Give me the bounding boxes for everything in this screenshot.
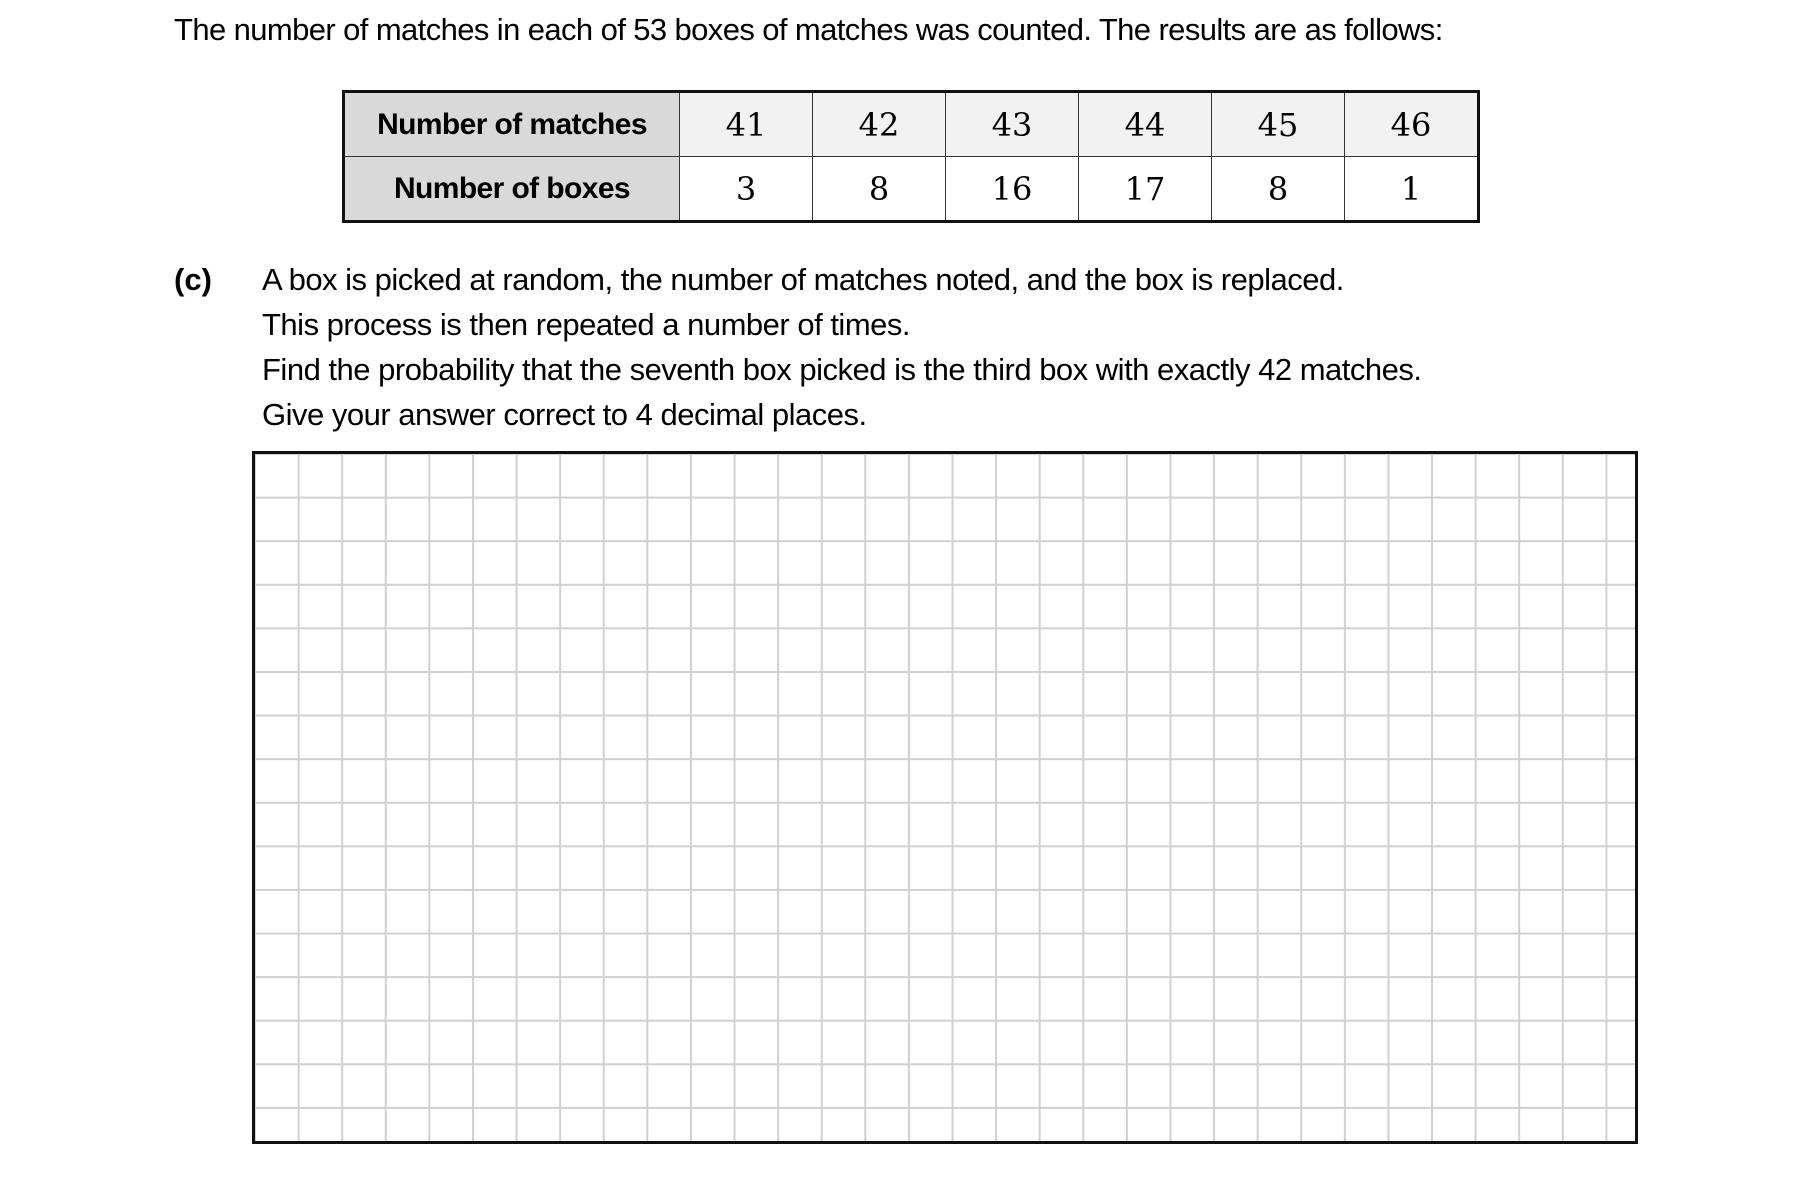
intro-text: The number of matches in each of 53 boxes of matches was counted. The results are as follows:	[174, 12, 1443, 47]
question-line: This process is then repeated a number of times.	[262, 307, 910, 342]
table-cell: 42	[813, 92, 946, 157]
table-row-boxes	[344, 157, 1479, 222]
frequency-table	[342, 90, 1480, 223]
question-line: Find the probability that the seventh box picked is the third box with exactly 42 matches.	[262, 352, 1422, 387]
table-cell: 45	[1212, 92, 1345, 157]
table-cell: 44	[1079, 92, 1212, 157]
table-cell: 17	[1079, 157, 1212, 222]
table-cell: 43	[946, 92, 1079, 157]
answer-grid-box[interactable]	[252, 451, 1638, 1144]
question-line: Give your answer correct to 4 decimal places.	[262, 397, 867, 432]
table-cell: 16	[946, 157, 1079, 222]
table-cell: 46	[1345, 92, 1479, 157]
table-cell: 8	[1212, 157, 1345, 222]
table-cell: 8	[813, 157, 946, 222]
question-line: A box is picked at random, the number of matches noted, and the box is replaced.	[262, 262, 1344, 297]
table-cell: 1	[1345, 157, 1479, 222]
table-cell: 41	[680, 92, 813, 157]
table-cell: 3	[680, 157, 813, 222]
row-header: Number of matches	[344, 92, 680, 157]
part-label: (c)	[174, 262, 212, 297]
row-header: Number of boxes	[344, 157, 680, 222]
table-row-matches	[344, 92, 1479, 157]
